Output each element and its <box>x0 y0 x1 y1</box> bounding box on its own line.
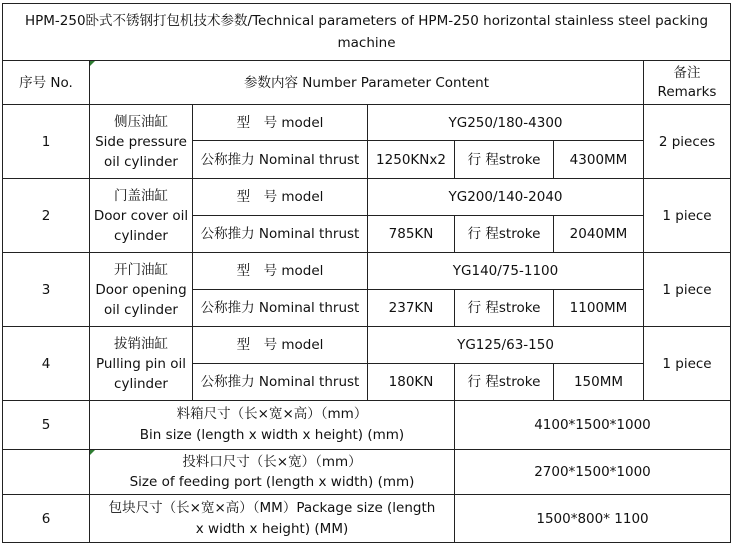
feeding-port-label-en: Size of feeding port (length x width) (mm) <box>129 474 415 490</box>
stroke-label: 行 程stroke <box>467 151 541 168</box>
cylinder-name-en: cylinder <box>114 227 168 244</box>
stroke-label: 行 程stroke <box>467 226 541 242</box>
header-remarks-en: Remarks <box>657 83 717 100</box>
row-number: 6 <box>41 510 51 527</box>
stroke-label: 行 程stroke <box>467 374 541 390</box>
stroke-value: 2040MM <box>569 226 628 242</box>
feeding-port-value: 2700*1500*1000 <box>534 464 651 480</box>
header-content: 参数内容 Number Parameter Content <box>243 74 490 91</box>
cylinder-name-cn: 开门油缸 <box>114 261 168 278</box>
feeding-port-label <box>90 450 454 494</box>
bin-size-label-cn: 料箱尺寸（长×宽×高）（mm） <box>176 406 368 422</box>
cylinder-name-en: Door cover oil <box>93 207 189 224</box>
thrust-value: 785KN <box>388 226 434 242</box>
model-label: 型 号 model <box>236 337 324 353</box>
table-title: HPM-250卧式不锈钢打包机技术参数/Technical parameters of HPM-250 horizontal stainless steel packing machine <box>24 13 709 51</box>
cylinder-name-cn: 侧压油缸 <box>114 113 168 130</box>
bin-size-value: 4100*1500*1000 <box>534 417 651 433</box>
model-value: YG250/180-4300 <box>448 114 563 131</box>
row-number-empty <box>3 450 89 494</box>
cylinder-name-cn: 拔销油缸 <box>114 335 168 352</box>
thrust-value: 237KN <box>388 300 434 316</box>
cylinder-name <box>90 179 192 252</box>
bin-size-label <box>90 401 454 449</box>
model-label: 型 号 model <box>236 189 324 205</box>
remark-value: 1 piece <box>662 355 712 372</box>
stroke-value: 1100MM <box>569 300 628 316</box>
header-no: 序号 No. <box>19 74 73 91</box>
cylinder-name-en: cylinder <box>114 375 168 392</box>
thrust-label: 公称推力 Nominal thrust <box>200 151 360 168</box>
cylinder-name-cn: 门盖油缸 <box>114 187 168 204</box>
package-size-label <box>90 495 454 542</box>
stroke-value: 150MM <box>573 374 624 390</box>
row-number: 4 <box>41 355 51 372</box>
model-label: 型 号 model <box>236 263 324 279</box>
thrust-label: 公称推力 Nominal thrust <box>200 374 360 390</box>
thrust-label: 公称推力 Nominal thrust <box>200 226 360 242</box>
package-size-label-line1: 包块尺寸（长×宽×高）（MM）Package size (length <box>108 499 436 516</box>
remark-value: 1 piece <box>662 207 712 224</box>
stroke-value: 4300MM <box>569 151 628 168</box>
cylinder-name <box>90 253 192 326</box>
cylinder-name-en: Door opening <box>95 281 187 298</box>
header-remarks-cn: 备注 <box>673 64 701 81</box>
grid-line <box>2 542 731 543</box>
bin-size-label-en: Bin size (length x width x height) (mm) <box>139 427 405 443</box>
remark-value: 1 piece <box>662 281 712 298</box>
cylinder-name-en: oil cylinder <box>104 153 178 170</box>
row-number: 3 <box>41 281 51 298</box>
row-number: 2 <box>41 207 51 224</box>
cylinder-name-en: oil cylinder <box>104 301 178 318</box>
package-size-label-line2: x width x height) (MM) <box>195 520 349 537</box>
thrust-label: 公称推力 Nominal thrust <box>200 300 360 316</box>
model-value: YG140/75-1100 <box>452 263 559 279</box>
cylinder-name-en: Pulling pin oil <box>95 355 187 372</box>
stroke-label: 行 程stroke <box>467 300 541 316</box>
header-remarks <box>644 61 730 104</box>
model-value: YG200/140-2040 <box>448 189 563 205</box>
row-number: 5 <box>41 417 51 433</box>
grid-line <box>730 3 731 543</box>
model-value: YG125/63-150 <box>457 337 554 353</box>
feeding-port-label-cn: 投料口尺寸（长×宽）（mm） <box>182 454 362 470</box>
model-label: 型 号 model <box>236 114 324 131</box>
package-size-value: 1500*800* 1100 <box>536 510 649 527</box>
row-number: 1 <box>41 133 51 150</box>
cylinder-name-en: Side pressure <box>95 133 187 150</box>
thrust-value: 180KN <box>388 374 434 390</box>
cylinder-name <box>90 105 192 178</box>
thrust-value: 1250KNx2 <box>376 151 446 168</box>
cylinder-name <box>90 327 192 400</box>
remark-value: 2 pieces <box>658 133 716 150</box>
